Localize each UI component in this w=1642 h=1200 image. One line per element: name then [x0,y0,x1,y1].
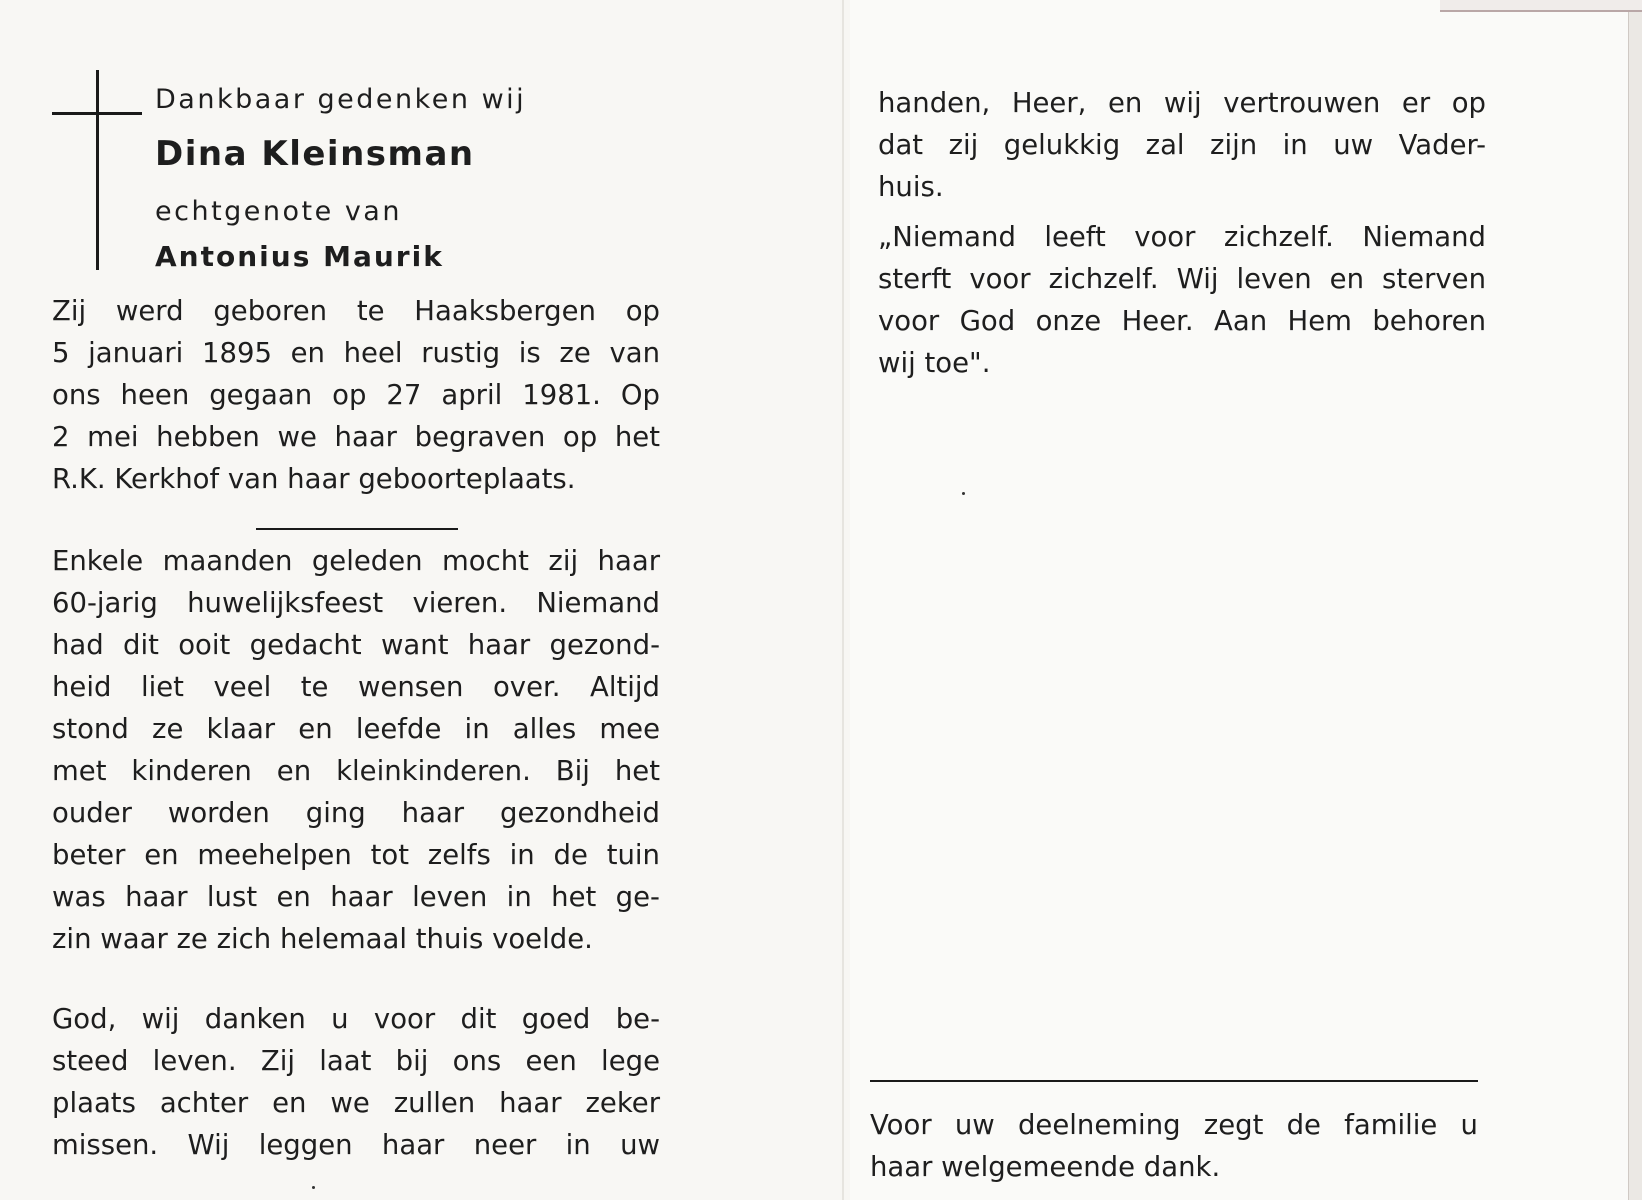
text-line: beter en meehelpen tot zelfs in de tuin [52,839,660,871]
speck [312,1186,315,1189]
text-line: 60-jarig huwelijksfeest vieren. Niemand [52,587,660,619]
text-line: 5 januari 1895 en heel rustig is ze van [52,337,660,369]
text-line: voor God onze Heer. Aan Hem behoren [878,305,1486,337]
text-line: sterft voor zichzelf. Wij leven en sterven [878,263,1486,295]
text-line: heid liet veel te wensen over. Altijd [52,671,660,703]
paragraph-prayer [52,998,660,1166]
divider [870,1080,1478,1082]
speck [962,492,965,495]
text-line: R.K. Kerkhof van haar geboorteplaats. [52,463,576,495]
text-line: was haar lust en haar leven in het ge- [52,881,660,913]
text-line: handen, Heer, en wij vertrouwen er op [878,87,1486,119]
text-line: ouder worden ging haar gezondheid [52,797,660,829]
paragraph-birth-death [52,290,660,500]
cross-icon-vertical [96,70,99,270]
spouse-intro: echtgenote van [155,196,402,227]
paragraph-quote [878,216,1486,384]
memorial-intro: Dankbaar gedenken wij [155,84,527,115]
text-line: dat zij gelukkig zal zijn in uw Vader- [878,129,1486,161]
card-edge [1628,0,1642,1200]
text-line: haar welgemeende dank. [870,1151,1221,1183]
text-line: Voor uw deelneming zegt de familie u [870,1109,1478,1141]
paragraph-prayer-continued [878,82,1486,208]
paragraph-thanks [870,1104,1478,1188]
text-line: wij toe". [878,347,991,379]
divider [256,528,458,530]
deceased-name: Dina Kleinsman [155,134,475,174]
text-line: met kinderen en kleinkinderen. Bij het [52,755,660,787]
card-fold [842,0,844,1200]
text-line: ons heen gegaan op 27 april 1981. Op [52,379,660,411]
text-line: zin waar ze zich helemaal thuis voelde. [52,923,593,955]
text-line: God, wij danken u voor dit goed be- [52,1003,660,1035]
spouse-name: Antonius Maurik [155,240,444,273]
text-line: Zij werd geboren te Haaksbergen op [52,295,660,327]
text-line: missen. Wij leggen haar neer in uw [52,1129,660,1161]
text-line: huis. [878,171,944,203]
text-line: stond ze klaar en leefde in alles mee [52,713,660,745]
text-line: plaats achter en we zullen haar zeker [52,1087,660,1119]
text-line: „Niemand leeft voor zichzelf. Niemand [878,221,1486,253]
text-line: Enkele maanden geleden mocht zij haar [52,545,660,577]
card-top-edge [1440,0,1642,12]
text-line: steed leven. Zij laat bij ons een lege [52,1045,660,1077]
text-line: 2 mei hebben we haar begraven op het [52,421,660,453]
paragraph-life [52,540,660,960]
cross-icon-horizontal [52,112,142,115]
text-line: had dit ooit gedacht want haar gezond- [52,629,660,661]
